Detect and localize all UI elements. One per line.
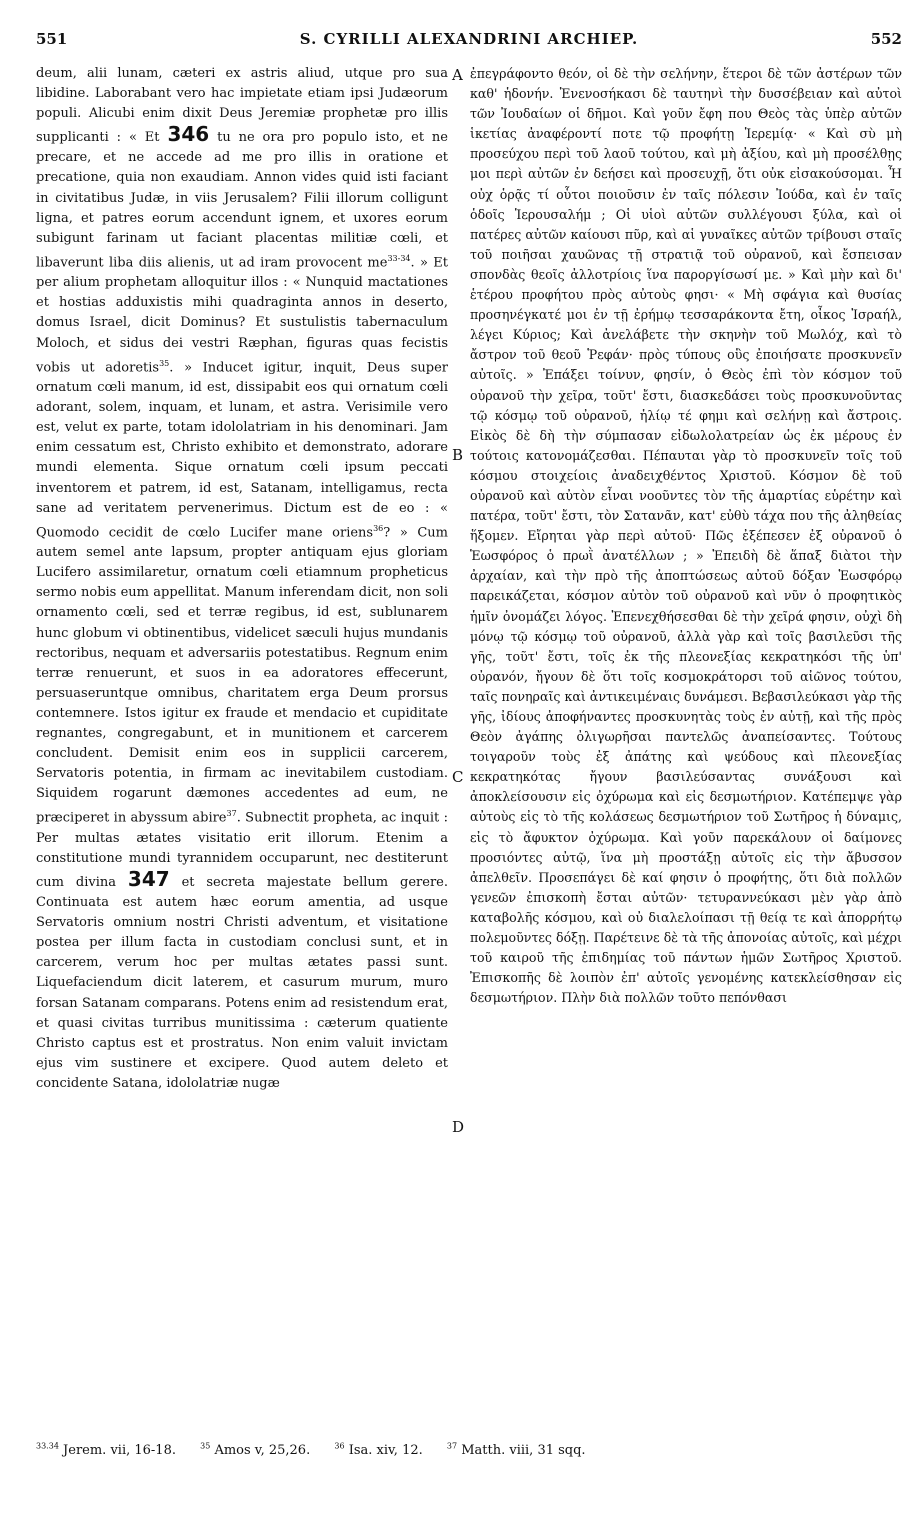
latin-text-part: et secreta majestate bellum gerere. Continuata est autem hæc eorum amentia, ad usque Servatoris omnium nostri Christi adventum, et visitatione postea per illum facta in custodiam conclusi sunt, et in carcerem, verum hoc per multas ætates passi sunt. Liquefaciendum dicit laterem, et casurum murum, muro forsan Satanam comparans. Potens enim ad resistendum erat, et quasi civitas turribus munitissima : cæterum quatiente Christo captus est et prostratus. Non enim valuit invictam ejus vim sustinere et excipere. Quod autem deleto et concidente Satana, idololatriæ nugæ [36, 874, 448, 1091]
footnote [36, 1443, 176, 1458]
footnote-reference: Isa. xiv, 12. [348, 1443, 423, 1459]
margin-letter-a: A [452, 66, 463, 84]
footnote-number: 35 [200, 1442, 211, 1451]
footnotes [36, 1442, 902, 1458]
right-column-number: 552 [870, 30, 902, 48]
latin-text-part: . » Inducet igitur, inquit, Deus super ornatum cœli manum, id est, dissipabit eos qui ornatum cœli adorant, solem, inquam, et lunam, et astra. Verisimile vero est, velut ex parte, totam idololatriam in his denominari. Jam enim cessatum est, Christo exhibito et demonstrato, adorare mundi elementa. Sique ornatum cœli ipsum peccati inventorem et patrem, id est, Satanam, intelligamus, recta sane ad veritatem pervenerimus. Dictum est de eo : « Quomodo cecidit de cœlo Lucifer mane oriens [36, 359, 449, 541]
latin-column [36, 64, 448, 1094]
latin-text-part: deum, alii lunam, cæteri ex astris aliud, utque pro sua libidine. Laborabant vero hac impietate etiam ipsi Judæorum populi. Alicubi enim dixit Deus Jeremiæ prophetæ pro illis supplicanti : « Et [36, 66, 448, 146]
footnote-number: 36 [334, 1442, 345, 1451]
footnote-number: 33.34 [36, 1442, 59, 1451]
page-marker: 346 [167, 122, 210, 147]
footnote-ref: 36 [373, 523, 384, 533]
footnote-reference: Amos v, 25,26. [214, 1443, 311, 1459]
margin-letter-b: B [452, 446, 464, 464]
greek-text: ἐπεγράφοντο θεόν, οἱ δὲ τὴν σελήνην, ἕτεροι δὲ τῶν ἀστέρων τῶν καθ' ἡδονήν. Ἐνενοσήκασι δὲ ταυτηνὶ τὴν δυσσέβειαν καὶ αὐτοὶ τῶν Ἰουδαίων οἱ δῆμοι. Καὶ γοῦν ἔφη που Θεὸς τὰς ὑπὲρ αὐτῶν ἱκετίας ἀναφέροντί ποτε τῷ προφήτῃ Ἱερεμίᾳ· « Καὶ σὺ μὴ προσεύχου περὶ τοῦ λαοῦ τούτου, καὶ μὴ ἀξίου, καὶ μὴ προσέλθῃς μοι περὶ αὐτῶν ἐν δεήσει καὶ προσευχῇ, ὅτι οὐκ εἰσακούσομαι. Ἦ οὐχ ὁρᾷς τί οὗτοι ποιοῦσιν ἐν ταῖς πόλεσιν Ἰούδα, καὶ ἐν ταῖς ὁδοῖς Ἱερουσαλήμ ; Οἱ υἱοὶ αὐτῶν συλλέγουσι ξύλα, καὶ οἱ πατέρες αὐτῶν καίουσι πῦρ, καὶ αἱ γυναῖκες αὐτῶν τρίβουσι σταῖς τοῦ ποιῆσαι χαυῶνας τῇ στρατιᾷ τοῦ οὐρανοῦ, καὶ ἔσπεισαν σπονδὰς θεοῖς ἀλλοτρίοις ἵνα παροργίσωσί με. » Καὶ μὴν καὶ δι' ἑτέρου προφήτου πρὸς αὐτοὺς φησι· « Μὴ σφάγια καὶ θυσίας προσηνέγκατέ μοι ἐν τῇ ἐρήμῳ τεσσαράκοντα ἔτη, οἶκος Ἰσραήλ, λέγει Κύριος; Καὶ ἀνελάβετε τὴν σκηνὴν τοῦ Μωλόχ, καὶ τὸ ἄστρον τοῦ θεοῦ Ῥεφάν· πρὸς τύπους οὓς ἐποιήσατε προσκυνεῖν αὐτοῖς. » Ἐπάξει τοίνυν, φησίν, ὁ Θεὸς ἐπὶ τὸν κόσμον τοῦ οὐρανοῦ τὴν χεῖρα, τοῦτ' ἔστι, διασκεδάσει τοὺς προσκυνοῦντας τῷ κόσμῳ τοῦ οὐρανοῦ, ἡλίῳ τέ φημι καὶ σελήνῃ καὶ ἄστροις. Εἰκὸς δὲ δὴ τὴν σύμπασαν εἰδωλολατρείαν ὡς ἐκ μέρους ἐν τούτοις κατονομάζεσθαι. Πέπαυται γὰρ τὸ προσκυνεῖν τοῖς τοῦ κόσμου στοιχείοις ἀναδειχθέντος Χριστοῦ. Κόσμον δὲ τοῦ οὐρανοῦ καὶ αὐτὸν εἶναι νοοῦντες τὸν τῆς ἁμαρτίας εὑρέτην καὶ πατέρα, τοῦτ' ἔστι, τὸν Σατανᾶν, κατ' εὐθὺ τάχα που τῆς ἀληθείας ἥξομεν. Εἴρηται γὰρ περὶ αὐτοῦ· Πῶς ἐξέπεσεν ἐξ οὐρανοῦ ὁ Ἑωσφόρος ὁ πρωῒ ἀνατέλλων ; » Ἐπειδὴ δὲ ἅπαξ διὰτοι τὴν ἀρχαίαν, καὶ τὴν πρὸ τῆς ἀποπτώσεως αὐτοῦ δόξαν Ἑωσφόρῳ παρεικάζεται, κόσμον αὐτὸν τοῦ οὐρανοῦ καὶ νῦν ὁ προφητικὸς ἡμῖν ὀνομάζει λόγος. Ἐπενεχθήσεσθαι δὲ τὴν χεῖρά φησιν, οὐχὶ δὴ μόνῳ τῷ κόσμῳ τοῦ οὐρανοῦ, ἀλλὰ γὰρ καὶ τοῖς βασιλεῦσι τῆς γῆς, τοῦτ' ἔστι, τοῖς ἐκ τῆς πλεονεξίας κεκρατηκόσι τῆς ὑπ' οὐρανόν, ἤγουν δὲ ὅτι τοῖς κοσμοκράτορσι τοῦ αἰῶνος τούτου, ταῖς πονηραῖς καὶ ἀντικειμέναις δυνάμεσι. Βεβασιλεύκασι γὰρ τῆς γῆς, ἰδίους ἀποφήναντες προσκυνητὰς τοὺς ἐν αὐτῇ, καὶ τῆς πρὸς Θεὸν ἀγάπης ὀλιγωρῆσαι παντελῶς ἀναπείσαντες. Τούτους τοιγαροῦν τοὺς ἐξ ἀπάτης καὶ ψεύδους καὶ πλεονεξίας κεκρατηκότας ἤγουν βασιλεύσαντας συνάξουσι καὶ ἀποκλείσουσιν εἰς ὀχύρωμα καὶ εἰς δεσμωτήριον. Κατέπεμψε γὰρ αὐτοὺς εἰς τὸ τῆς κολάσεως δεσμωτήριον τοῦ Σωτῆρος ἡ δύναμις, εἰς τὸ ἄφυκτον ὀχύρωμα. Καὶ γοῦν παρεκάλουν οἱ δαίμονες προσιόντες αὐτῷ, ἵνα μὴ προστάξῃ αὐτοῖς εἰς τὴν ἄβυσσον ἀπελθεῖν. Προσεπάγει δὲ καί φησιν ὁ προφήτης, ὅτι διὰ πολλῶν γενεῶν ἐπισκοπὴ ἔσται αὐτῶν· τετυραννεύκασι μὲν γὰρ ἀπὸ καταβολῆς κόσμου, καὶ οὐ διαλελοίπασι τῇ θείᾳ τε καὶ ἀπορρήτῳ πολεμοῦντες δόξῃ. Παρέτεινε δὲ τὰ τῆς ἀπονοίας αὐτοῖς, καὶ μέχρι τοῦ καιροῦ τῆς ἐπιδημίας τοῦ πάντων ἡμῶν Σωτῆρος Χριστοῦ. Ἐπισκοπῆς δὲ λοιπὸν ἐπ' αὐτοῖς γενομένης κατεκλείσθησαν εἰς δεσμωτήριον. Πλὴν διὰ πολλῶν τοῦτο πεπόνθασι [470, 66, 902, 1006]
latin-text-part: . » Et per alium prophetam alloquitur illos : « Nunquid mactationes et hostias adduxistis mihi quadraginta annos in deserto, domus Israel, dicit Dominus? Et sustulistis tabernaculum Moloch, et sidus dei vestri Ræphan, figuras quas fecistis vobis ut adoretis [36, 255, 448, 375]
footnote-ref: 35 [159, 358, 170, 368]
footnote [200, 1443, 310, 1458]
footnote-reference: Jerem. vii, 16-18. [63, 1443, 176, 1459]
left-column-number: 551 [36, 30, 68, 48]
latin-text-part: ? » Cum autem semel ante lapsum, propter antiquam ejus gloriam Lucifero assimilaretur, ornatum cœli etiamnum propheticus sermo nobis eum appellitat. Manum inferendam dicit, non soli ornamento cœli, sed et terræ regibus, id est, sublunarem hunc globum vi obtinentibus, videlicet sæculi hujus mundanis rectoribus, nequam et adversariis potestatibus. Regnum enim terræ renuerunt, et suos in ea adoratores effecerunt, persuaseruntque omnibus, charitatem erga Deum prorsus contemnere. Istos igitur ex fraude et mendacio et cupiditate regnantes, congregabunt, et in munitionem et carcerem concludent. Demisit enim eos in supplicii carcerem, Servatoris potentia, in firmam ac inevitabilem custodiam. Siquidem rogarunt dæmones accedentes ad eum, ne præciperet in abyssum abire [36, 525, 448, 826]
latin-text-part: tu ne ora pro populo isto, et ne precare, et ne accede ad me pro illis in oratione et precatione, quia non exaudiam. Annon vides quid isti faciant in civitatibus Judæ, in viis Jerusalem? Filii illorum colligunt ligna, et patres eorum accendunt ignem, et uxores eorum subigunt farinam ut faciant placentas militiæ cœli, et libaverunt liba diis alienis, ut ad iram provocent me [36, 130, 449, 271]
running-title: S. CYRILLI ALEXANDRINI ARCHIEP. [299, 30, 639, 48]
footnote-ref: 33-34 [387, 253, 411, 263]
latin-text-part: . Subnectit propheta, ac inquit : Per multas ætates visitatio erit illorum. Etenim a constitutione mundi tyrannidem occuparunt, nec destiterunt cum divina [36, 810, 448, 890]
footnote [447, 1443, 586, 1458]
footnote-ref: 37 [226, 809, 237, 819]
footnote-number: 37 [446, 1442, 458, 1451]
page-marker: 347 [127, 866, 170, 891]
margin-letter-d: D [452, 1118, 465, 1136]
latin-text [36, 64, 448, 1094]
footnote [334, 1443, 422, 1458]
footnote-reference: Matth. viii, 31 sqq. [461, 1443, 586, 1459]
margin-letter-c: C [452, 768, 464, 786]
greek-column [470, 64, 902, 1008]
running-header [36, 30, 902, 54]
